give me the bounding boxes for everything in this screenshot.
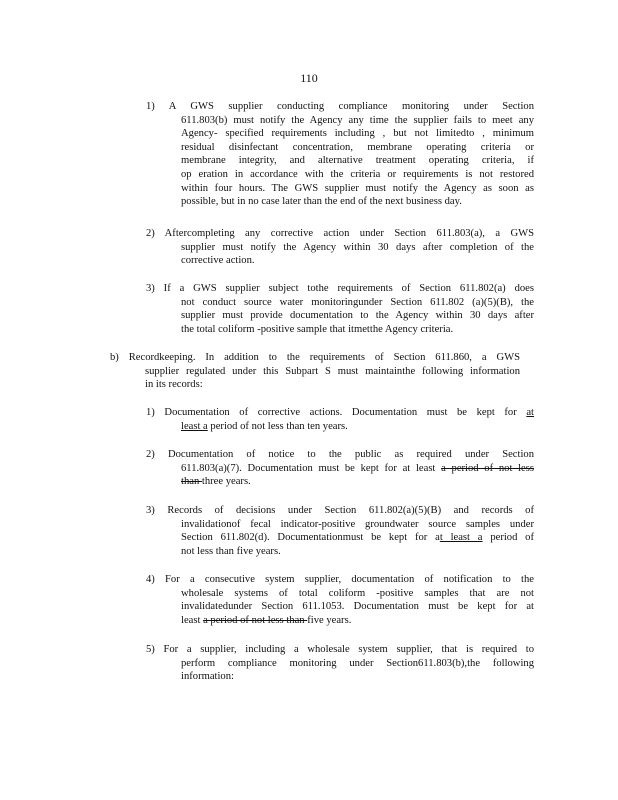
paragraph-2 xyxy=(146,227,534,268)
line-text: supplier must notify the Agency within 30 days after completion of the xyxy=(181,241,534,253)
text-line xyxy=(146,323,534,337)
line-text: period of not less than ten years. xyxy=(207,420,348,432)
line-text: Section 611.802(d). Documentationmust be kept for a xyxy=(181,532,440,544)
line-text: period of xyxy=(482,532,535,544)
line-text: 4) For a consecutive system supplier, documentation of notification to the xyxy=(146,574,534,585)
deleted-text: a period of not less than xyxy=(203,614,308,626)
line-text: invalidatedunder Section 611.1053. Documentation must be kept for at xyxy=(181,601,534,613)
line-text: 5) For a supplier, including a wholesale system supplier, that is required to xyxy=(146,644,534,655)
text-line xyxy=(146,406,534,420)
text-line xyxy=(146,657,534,671)
line-text: 1) A GWS supplier conducting compliance monitoring under Section xyxy=(146,101,534,112)
text-line xyxy=(146,114,534,128)
line-text: op eration in accordance with the criteria or requirements is not restored xyxy=(181,168,534,180)
line-text: not less than five years. xyxy=(181,545,281,557)
text-line xyxy=(110,378,520,392)
line-text: within four hours. The GWS supplier must notify the Agency as soon as xyxy=(181,182,534,194)
inserted-text: at xyxy=(526,407,534,418)
record-3 xyxy=(146,504,534,558)
line-text: 611.803(b) must notify the Agency any time the supplier fails to meet any xyxy=(181,114,534,126)
text-line xyxy=(146,420,534,434)
text-line xyxy=(146,531,534,545)
record-1 xyxy=(146,406,534,433)
line-text: 3) Records of decisions under Section 611.802(a)(5)(B) and records of xyxy=(146,505,534,516)
line-text: invalidationof fecal indicator-positive groundwater source samples under xyxy=(181,518,534,530)
text-line xyxy=(146,195,534,209)
text-line xyxy=(146,227,534,241)
text-line xyxy=(146,518,534,532)
inserted-text: least a xyxy=(181,420,208,432)
paragraph-3 xyxy=(146,282,534,336)
text-line xyxy=(146,241,534,255)
line-text: possible, but in no case later than the end of the next business day. xyxy=(181,196,462,208)
line-text: supplier regulated under this Subpart S must maintainthe following information xyxy=(145,365,520,377)
line-text: Agency- specified requirements including , but not limitedto , minimum xyxy=(181,128,534,140)
line-text: three years. xyxy=(201,476,251,488)
line-text: wholesale systems of total coliform -positive samples that are not xyxy=(181,587,534,599)
text-line xyxy=(146,475,534,489)
text-line xyxy=(146,168,534,182)
text-line xyxy=(146,100,534,114)
line-text: least xyxy=(181,614,204,626)
line-text: b) Recordkeeping. In addition to the requirements of Section 611.860, a GWS xyxy=(110,352,520,363)
section-b-recordkeeping xyxy=(110,351,520,392)
page-number: 110 xyxy=(300,71,318,85)
line-text: five years. xyxy=(307,614,352,626)
line-text: 2) Documentation of notice to the public as required under Section xyxy=(146,449,534,460)
line-text: in its records: xyxy=(145,379,203,391)
record-2 xyxy=(146,448,534,489)
line-text: 1) Documentation of corrective actions. Documentation must be kept for xyxy=(146,407,527,418)
text-line xyxy=(110,351,520,365)
inserted-text: t least a xyxy=(439,532,483,544)
record-4 xyxy=(146,573,534,627)
text-line xyxy=(146,614,534,628)
line-text: 2) Aftercompleting any corrective action under Section 611.803(a), a GWS xyxy=(146,228,534,239)
line-text: membrane integrity, and alternative treatment operating criteria, if xyxy=(181,155,534,167)
line-text: corrective action. xyxy=(181,255,255,267)
text-line xyxy=(146,127,534,141)
text-line xyxy=(110,365,520,379)
text-line xyxy=(146,573,534,587)
text-line xyxy=(146,309,534,323)
text-line xyxy=(146,504,534,518)
line-text: residual disinfectant concentration, membrane operating criteria or xyxy=(181,141,534,153)
text-line xyxy=(146,154,534,168)
line-text: perform compliance monitoring under Section611.803(b),the following xyxy=(181,657,534,669)
text-line xyxy=(146,643,534,657)
line-text: 3) If a GWS supplier subject tothe requirements of Section 611.802(a) does xyxy=(146,283,534,294)
text-line xyxy=(146,587,534,601)
line-text: not conduct source water monitoringunder Section 611.802 (a)(5)(B), the xyxy=(181,296,534,308)
text-line xyxy=(146,282,534,296)
text-line xyxy=(146,254,534,268)
line-text: supplier must provide documentation to the Agency within 30 days after xyxy=(181,310,534,322)
deleted-text: than xyxy=(181,476,202,488)
line-text: 611.803(a)(7). Documentation must be kept for at least xyxy=(181,462,442,474)
text-line xyxy=(146,600,534,614)
text-line xyxy=(146,141,534,155)
text-line xyxy=(146,448,534,462)
text-line xyxy=(146,670,534,684)
line-text: information: xyxy=(181,671,234,683)
record-5 xyxy=(146,643,534,684)
text-line xyxy=(146,296,534,310)
deleted-text: a period of not less xyxy=(441,462,534,474)
paragraph-1 xyxy=(146,100,534,209)
text-line xyxy=(146,462,534,476)
line-text: the total coliform -positive sample that itmetthe Agency criteria. xyxy=(181,323,454,335)
text-line xyxy=(146,545,534,559)
text-line xyxy=(146,182,534,196)
